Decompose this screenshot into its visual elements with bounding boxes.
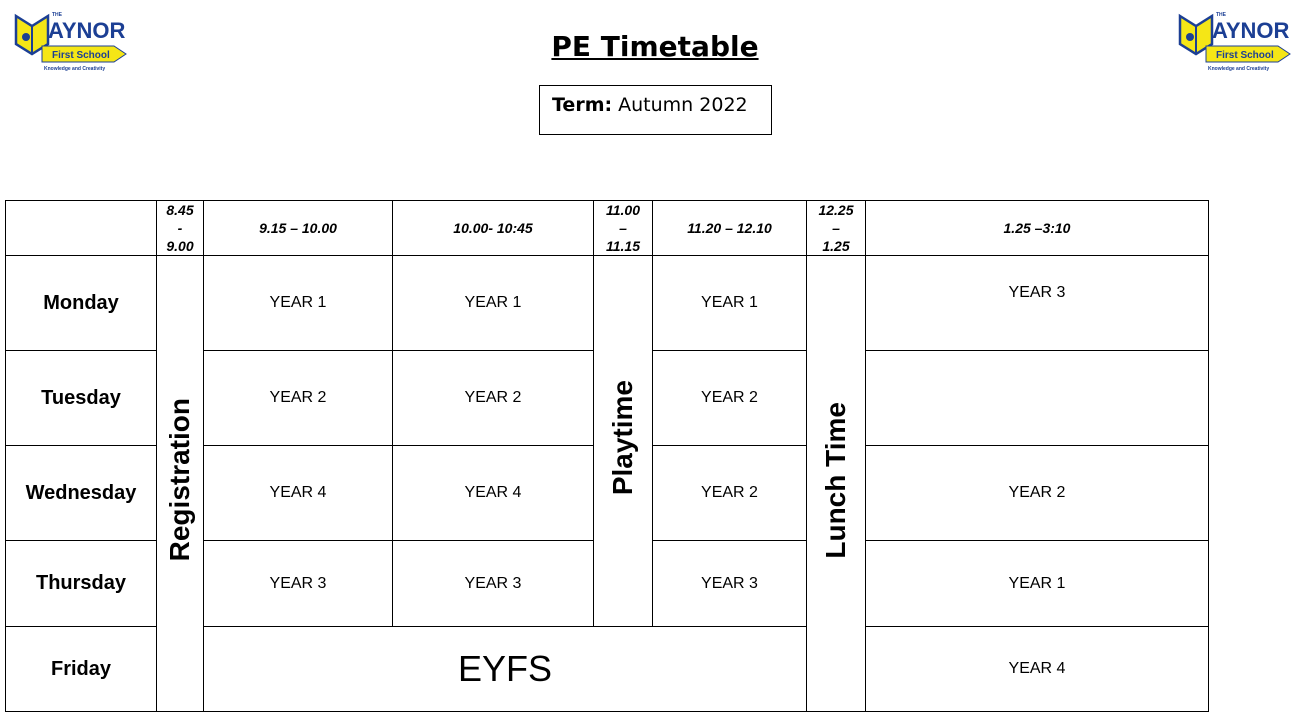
wednesday-period-2: YEAR 4 — [393, 446, 594, 541]
lunch-label: Lunch Time — [820, 401, 851, 559]
wednesday-period-4: YEAR 2 — [866, 446, 1209, 541]
header-lunch-time: 12.25 – 1.25 — [807, 201, 866, 256]
day-monday: Monday — [6, 256, 157, 351]
svg-text:THE: THE — [1216, 12, 1226, 18]
day-tuesday: Tuesday — [6, 351, 157, 446]
timetable — [5, 200, 1209, 712]
friday-period-4: YEAR 4 — [866, 627, 1209, 712]
friday-eyfs: EYFS — [204, 627, 807, 712]
thursday-period-4: YEAR 1 — [866, 541, 1209, 627]
registration-cell — [157, 256, 204, 712]
svg-text:First School: First School — [1216, 50, 1274, 61]
playtime-cell — [594, 256, 653, 627]
term-label: Term: — [552, 94, 613, 116]
header-period-2: 10.00- 10:45 — [393, 201, 594, 256]
monday-period-4: YEAR 3 — [866, 256, 1209, 351]
header-row — [6, 201, 1209, 256]
svg-text:Knowledge and Creativity: Knowledge and Creativity — [1208, 66, 1270, 72]
thursday-period-3: YEAR 3 — [653, 541, 807, 627]
term-box — [539, 85, 772, 135]
lunch-cell — [807, 256, 866, 712]
day-thursday: Thursday — [6, 541, 157, 627]
tuesday-period-3: YEAR 2 — [653, 351, 807, 446]
tuesday-period-1: YEAR 2 — [204, 351, 393, 446]
svg-text:THE: THE — [52, 12, 62, 18]
header-blank — [6, 201, 157, 256]
svg-text:Knowledge and Creativity: Knowledge and Creativity — [44, 66, 106, 72]
day-friday: Friday — [6, 627, 157, 712]
thursday-period-2: YEAR 3 — [393, 541, 594, 627]
header-period-3: 11.20 – 12.10 — [653, 201, 807, 256]
tuesday-period-2: YEAR 2 — [393, 351, 594, 446]
monday-period-2: YEAR 1 — [393, 256, 594, 351]
term-value: Autumn 2022 — [618, 94, 748, 116]
monday-period-1: YEAR 1 — [204, 256, 393, 351]
header-registration-time: 8.45 - 9.00 — [157, 201, 204, 256]
thursday-period-1: YEAR 3 — [204, 541, 393, 627]
header-period-1: 9.15 – 10.00 — [204, 201, 393, 256]
header-playtime-time: 11.00 – 11.15 — [594, 201, 653, 256]
svg-text:First School: First School — [52, 50, 110, 61]
svg-text:AYNOR: AYNOR — [1212, 18, 1290, 43]
wednesday-period-1: YEAR 4 — [204, 446, 393, 541]
playtime-label: Playtime — [607, 379, 638, 496]
svg-text:AYNOR: AYNOR — [48, 18, 126, 43]
wednesday-period-3: YEAR 2 — [653, 446, 807, 541]
registration-label: Registration — [164, 398, 195, 562]
header-period-4: 1.25 –3:10 — [866, 201, 1209, 256]
table-row — [6, 256, 1209, 351]
monday-period-3: YEAR 1 — [653, 256, 807, 351]
day-wednesday: Wednesday — [6, 446, 157, 541]
page-title: PE Timetable — [551, 30, 759, 63]
tuesday-period-4 — [866, 351, 1209, 446]
